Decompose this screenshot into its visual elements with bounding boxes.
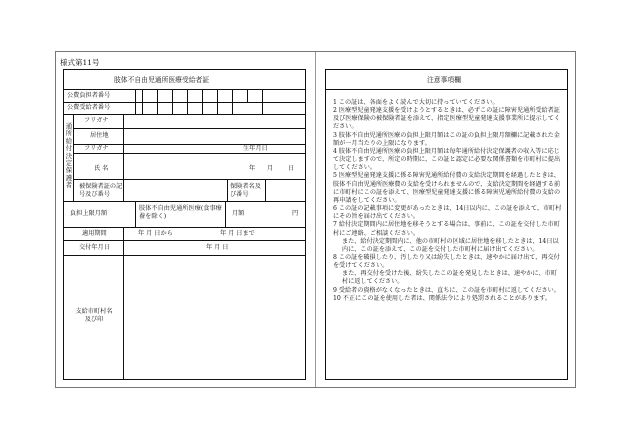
birthdate-label: 生年月日 [243,145,268,152]
notice-item: 3 肢体不自由児通所医療の負担上限月額はこの証の負担上限月額欄に記載された金額が一月当たりの上限になります。 [333,131,560,147]
yen-label: 円 [292,210,299,217]
issue-date-value: 年 月 日 [206,244,229,251]
notice-item: 2 医療型児童発達支援を受けようとするときは、必ずこの証に障害児通所受給者証及び医療保険の被保険者証を添えて、指定医療型児童発達支援事業所に提示してください。 [333,107,561,131]
guardian-section-label: 通所給付決定保護者 [65,122,73,190]
notice-list [333,99,562,303]
birth-year: 年 [249,165,256,172]
monthly-label: 月額 [232,210,245,217]
insurer-name-label: 保険者名及び番号 [230,183,261,198]
period-label: 適用期間 [82,230,107,237]
limit-label: 負担上限月額 [70,210,108,217]
notice-item: 10 不正にこの証を使用した者は、関係法令により処罰されることがあります。 [333,294,552,302]
period-to: 年 月 日まで [220,230,255,237]
notice-title: 注意事項欄 [427,76,461,84]
notice-item: また、再交付を受けた後、紛失したこの証を発見したときは、速やかに、市町村に返してください。 [342,270,557,286]
address-label: 居住地 [90,132,109,139]
notice-item: 7 給付決定期間内に居住地を移そうとする場合は、事前に、この証を交付した市町村にご連絡、ご相談ください。 [333,221,560,237]
notice-item: 8 この証を破損したり、汚したり又は紛失したときは、速やかに届け出て、再交付を受けてください。 [333,253,560,270]
notice-item: 9 受給者の資格がなくなったときは、直ちに、この証を市町村に返してください。 [333,286,560,294]
furigana-label: フリガナ [84,117,109,124]
notice-item: また、給付決定期間内に、他の市町村の区域に居住地を移したときは、14日以内に、この証を添えて、この証を交付した市町村に届け出てください。 [342,237,559,253]
notice-panel [325,69,568,380]
fold-line [315,52,316,387]
notice-item: 6 この証の記載事項に変更があったときは、14日以内に、この証を添えて、市町村にその旨を届け出てください。 [333,205,562,221]
furigana-label-2: フリガナ [84,145,109,152]
notice-item: 5 医療型児童発達支援に係る障害児通所給付費の支給決定期間を経過したときは、肢体不自由児通所医療費の支給を受けられませんので、支給決定期間を経過する前に市町村にこの証を添えて、医療型児童発達支援に係る障害児通所給付費の支給の再申請をしてください。 [333,172,561,204]
birth-month: 月 [267,165,274,172]
public-payer-no-label: 公費負担者番号 [67,92,111,99]
municipality-label: 支給市町村名及び印 [75,308,113,323]
birth-day: 日 [288,165,295,172]
certificate-table [63,69,306,380]
period-from: 年 月 日から [138,230,173,237]
certificate-sheet [55,51,576,388]
form-number: 様式第11号 [60,58,100,67]
issue-date-label: 交付年月日 [79,244,110,251]
notice-item: 1 この証は、各面をよく読んで大切に持っていてください。 [333,99,499,106]
name-label: 氏 名 [94,165,109,172]
notice-item: 4 肢体不自由児通所医療の負担上限月額は毎年通所給付決定保護者の収入等に応じて決定しますので、所定の時期に、この証と認定に必要な関係書類を市町村に提出してください。 [333,147,561,172]
limit-description: 肢体不自由児通所医療(食事療養を除く) [139,205,222,220]
recipient-no-label: 公費受給者番号 [67,104,111,111]
insured-symbol-label: 被保険者証の記号及び番号 [79,183,123,198]
certificate-title: 肢体不自由児通所医療受給者証 [114,76,210,84]
